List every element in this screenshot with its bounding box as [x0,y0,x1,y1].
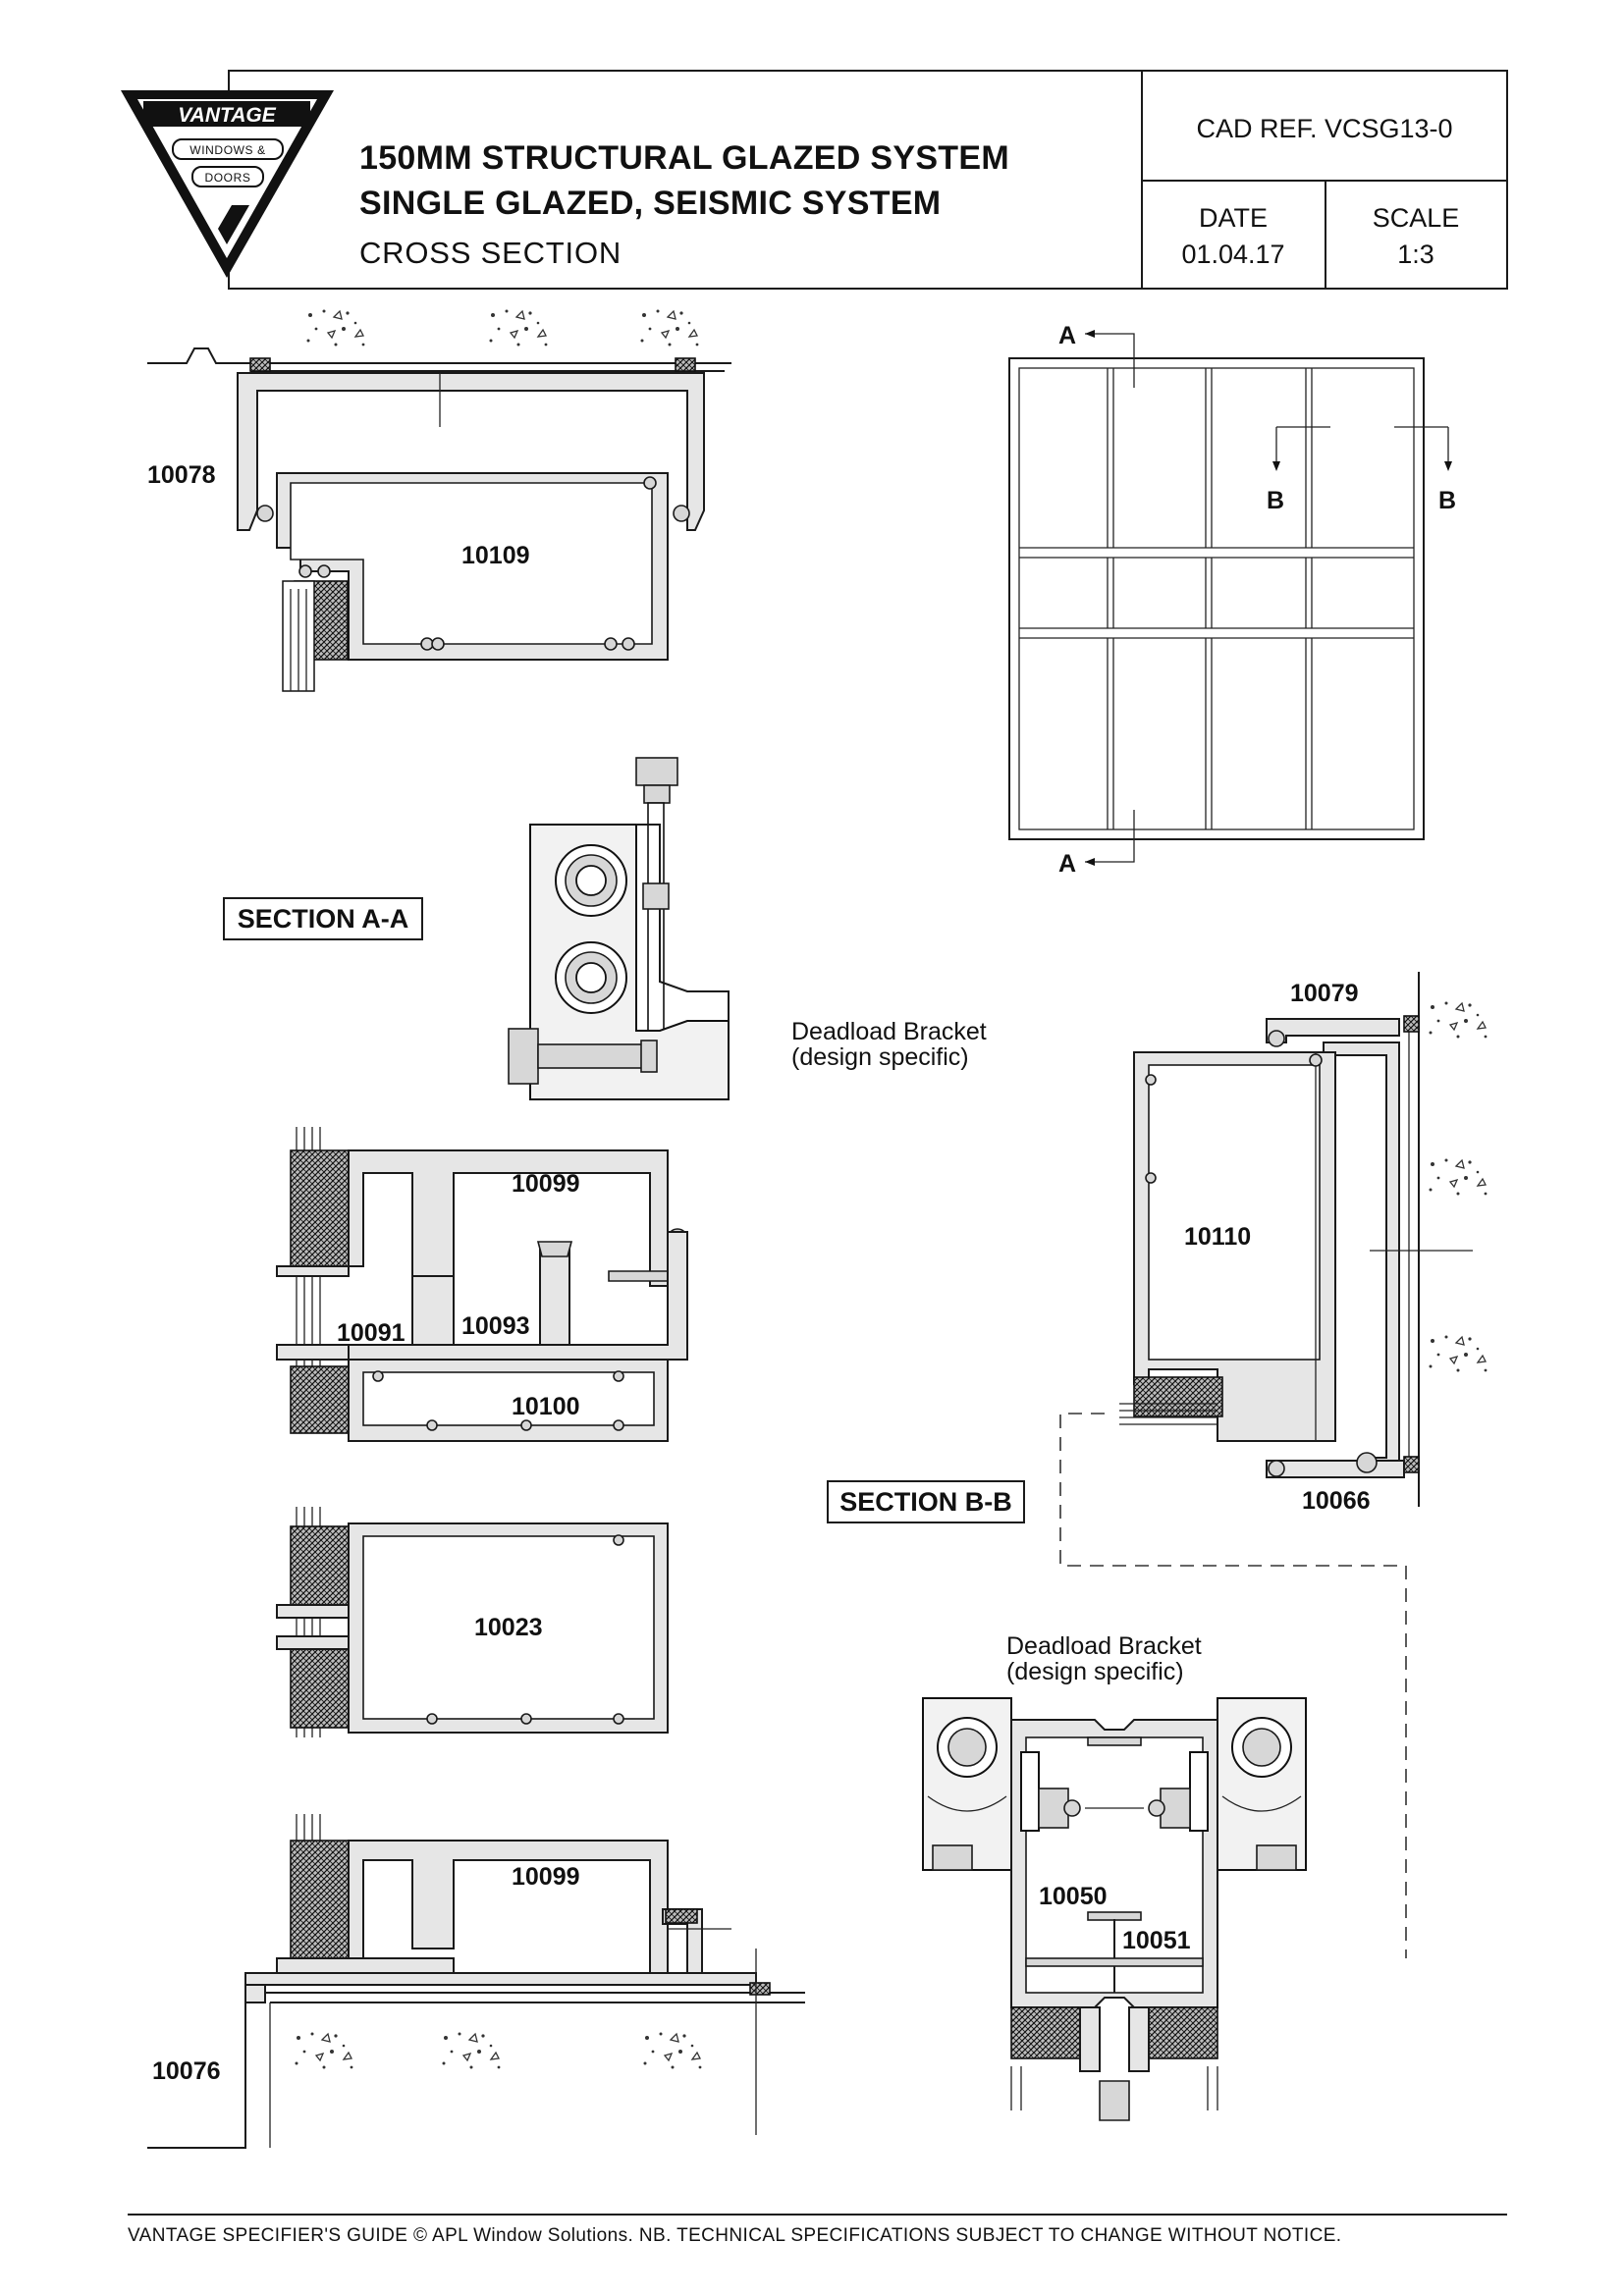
date-value: 01.04.17 [1181,240,1285,269]
part-label-10110: 10110 [1184,1223,1252,1251]
bracket-note-2-line1: Deadload Bracket [1006,1632,1202,1660]
part-label-10078: 10078 [147,461,216,489]
marker-a-top: A [1058,322,1077,349]
part-label-10023: 10023 [474,1614,543,1641]
head-section-detail [147,310,731,692]
drawing-title-line1: 150MM STRUCTURAL GLAZED SYSTEM [359,139,1009,177]
part-label-10100: 10100 [512,1393,580,1420]
part-label-10093: 10093 [461,1312,530,1340]
marker-b-left: B [1267,487,1285,514]
part-label-10079: 10079 [1290,980,1359,1007]
date-label: DATE [1198,203,1269,233]
footer-disclaimer: VANTAGE SPECIFIER'S GUIDE © APL Window Solutions. NB. TECHNICAL SPECIFICATIONS SUBJECT TO CHANGE WITHOUT NOTICE. [128,2225,1342,2246]
part-label-10076: 10076 [152,2057,221,2085]
part-label-10050: 10050 [1039,1883,1108,1910]
part-label-10109: 10109 [461,542,530,569]
bracket-note-1-line2: (design specific) [791,1043,969,1071]
transom-section-detail [277,1127,687,1441]
title-block [121,71,1507,289]
logo-brand: VANTAGE [178,104,276,127]
scale-label: SCALE [1372,203,1460,233]
vantage-logo [121,90,334,278]
bracket-note-2-line2: (design specific) [1006,1658,1184,1685]
mullion-section-detail [277,1507,668,1737]
deadload-bracket-aa [509,758,729,1099]
part-label-10051: 10051 [1122,1927,1191,1954]
marker-a-bottom: A [1058,850,1077,878]
coupled-mullion-detail [923,1698,1306,2120]
window-elevation [1009,322,1456,878]
drawing-subtitle: CROSS SECTION [359,236,622,270]
drawing-title-line2: SINGLE GLAZED, SEISMIC SYSTEM [359,185,942,222]
scale-value: 1:3 [1397,240,1434,269]
part-label-10099-lower: 10099 [512,1863,580,1891]
part-label-10091: 10091 [337,1319,406,1347]
marker-b-right: B [1438,487,1457,514]
logo-line1: WINDOWS & [189,143,266,157]
part-label-10099-upper: 10099 [512,1170,580,1198]
cad-ref: CAD REF. VCSG13-0 [1196,114,1453,143]
bracket-note-1-line1: Deadload Bracket [791,1018,987,1045]
part-label-10066: 10066 [1302,1487,1371,1515]
logo-line2: DOORS [204,171,251,185]
sill-section-detail [147,1814,805,2148]
section-aa-label: SECTION A-A [237,904,409,934]
section-bb-label: SECTION B-B [839,1487,1012,1517]
